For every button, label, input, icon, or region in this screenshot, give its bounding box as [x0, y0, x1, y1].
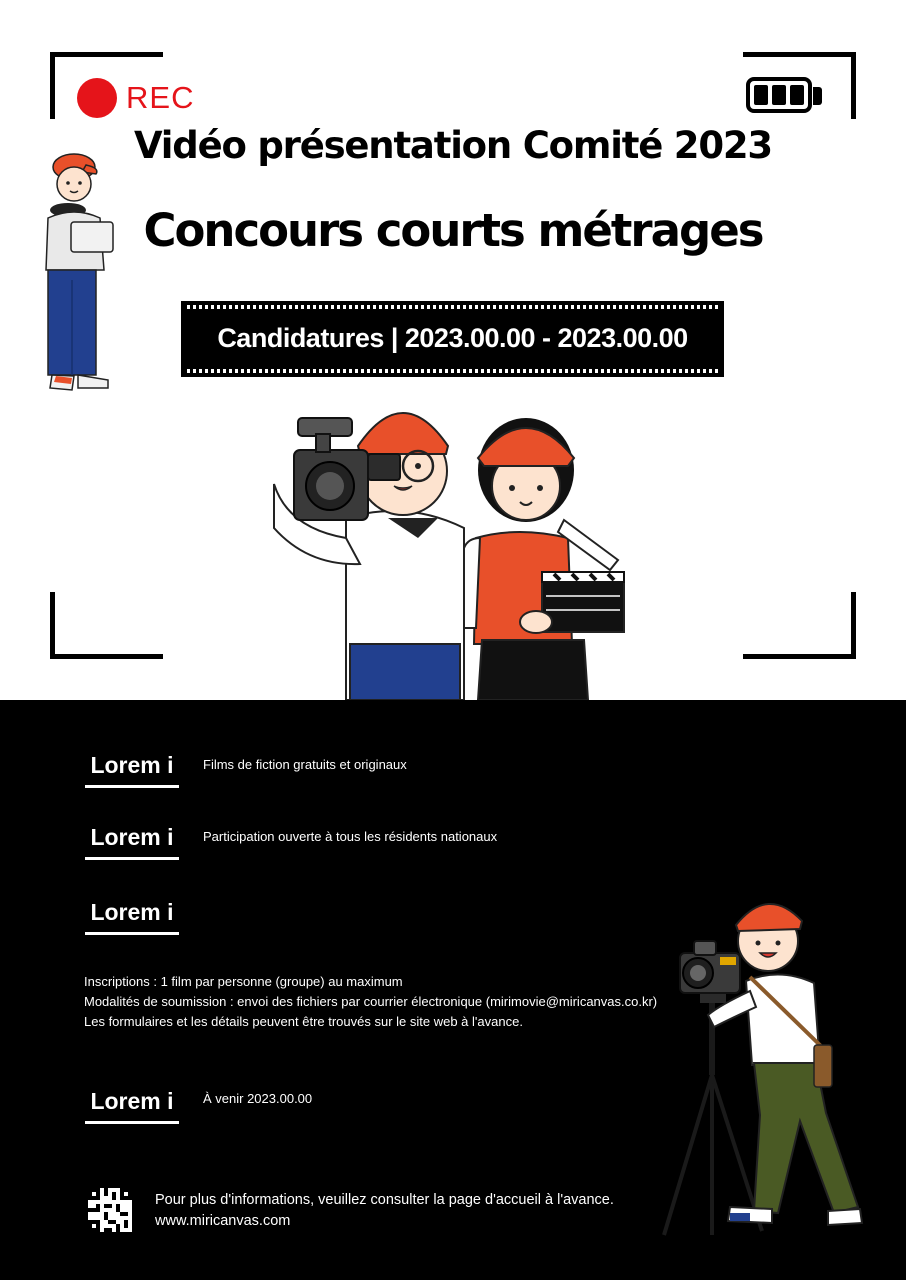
submission-details [84, 972, 657, 1032]
section-label-2: Lorem i [85, 824, 179, 860]
banner-text: Candidatures | 2023.00.00 - 2023.00.00 [217, 323, 688, 353]
section-text-4: À venir 2023.00.00 [203, 1091, 313, 1106]
details-line-1: Inscriptions : 1 film par personne (groupe) au maximum [84, 974, 403, 989]
photographer-tripod-illustration [650, 895, 880, 1240]
section-text-2: Participation ouverte à tous les résidents nationaux [203, 829, 498, 844]
section-label-3: Lorem i [85, 899, 179, 935]
battery-full-icon [746, 77, 812, 113]
application-dates-banner [181, 301, 724, 377]
viewfinder-corner-bottom-left [50, 592, 163, 659]
film-perforation-bottom [187, 369, 718, 373]
footer-info-text: Pour plus d'informations, veuillez consulter la page d'accueil à l'avance. [155, 1192, 614, 1208]
film-perforation-top [187, 305, 718, 309]
rec-label: REC [126, 80, 195, 115]
poster-subtitle: Concours courts métrages [143, 204, 763, 257]
rec-indicator [77, 78, 194, 118]
film-crew-illustration [268, 388, 638, 700]
section-label-1: Lorem i [85, 752, 179, 788]
footer-info [155, 1190, 614, 1232]
record-dot-icon [77, 78, 117, 118]
section-text-1: Films de fiction gratuits et originaux [203, 757, 407, 772]
section-label-4: Lorem i [85, 1088, 179, 1124]
poster-details [0, 700, 906, 1280]
details-line-2: Modalités de soumission : envoi des fichiers par courrier électronique (mirimovie@miricanvas.co.kr) [84, 994, 658, 1009]
poster-title: Vidéo présentation Comité 2023 [134, 124, 772, 167]
viewfinder-corner-bottom-right [743, 592, 856, 659]
details-line-3: Les formulaires et les détails peuvent être trouvés sur le site web à l'avance. [84, 1014, 523, 1029]
qr-code-icon[interactable] [88, 1188, 132, 1232]
boy-with-laptop-illustration [38, 150, 118, 405]
battery-tip [813, 87, 822, 105]
footer-url[interactable]: www.miricanvas.com [155, 1213, 291, 1229]
